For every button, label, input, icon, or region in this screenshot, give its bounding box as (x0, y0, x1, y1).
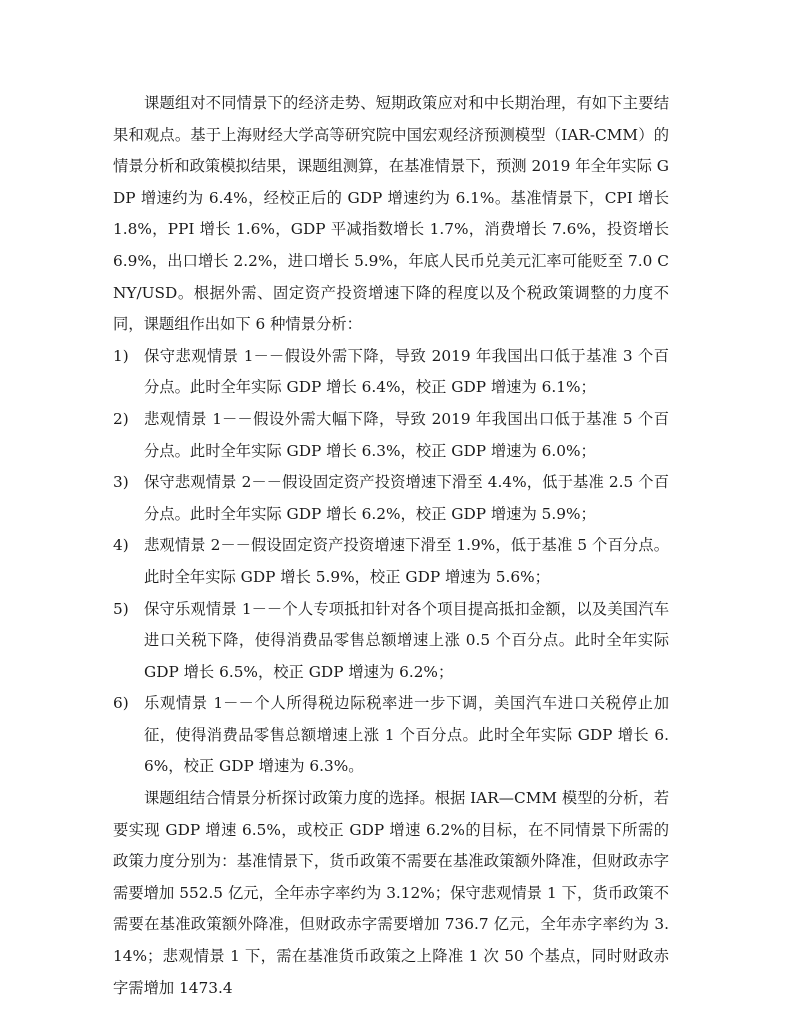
scenario-text: 悲观情景 2－－假设固定资产投资增速下滑至 1.9%，低于基准 5 个百分点。此时全年实际 GDP 增长 5.9%，校正 GDP 增速为 5.6%； (144, 536, 669, 586)
scenario-number: 4) (113, 536, 129, 555)
scenario-item (113, 467, 669, 530)
scenario-text: 保守悲观情景 2－－假设固定资产投资增速下滑至 4.4%，低于基准 2.5 个百分点。此时全年实际 GDP 增长 6.2%，校正 GDP 增速为 5.9%； (144, 473, 669, 523)
scenario-item (113, 341, 669, 404)
body-text (113, 88, 669, 1004)
scenario-item (113, 404, 669, 467)
scenario-number: 2) (113, 409, 129, 428)
scenario-number: 3) (113, 473, 129, 492)
intro-paragraph: 课题组对不同情景下的经济走势、短期政策应对和中长期治理，有如下主要结果和观点。基于上海财经大学高等研究院中国宏观经济预测模型（IAR-CMM）的情景分析和政策模拟结果，课题组测算，在基准情景下，预测 2019 年全年实际 GDP 增速约为 6.4%，经校正后的 GDP 增速约为 6.1%。基准情景下，CPI 增长 1.8%，PPI 增长 1.6%，GDP 平减指数增长 1.7%，消费增长 7.6%，投资增长 6.9%，出口增长 2.2%，进口增长 5.9%，年底人民币兑美元汇率可能贬至 7.0 CNY/USD。根据外需、固定资产投资增速下降的程度以及个税政策调整的力度不同，课题组作出如下 6 种情景分析： (113, 94, 669, 334)
scenario-text: 保守乐观情景 1－－个人专项抵扣针对各个项目提高抵扣金额，以及美国汽车进口关税下降，使得消费品零售总额增速上涨 0.5 个百分点。此时全年实际 GDP 增长 6.5%，校正 GDP 增速为 6.2%； (144, 599, 669, 681)
scenario-list (113, 341, 669, 783)
scenario-text: 保守悲观情景 1－－假设外需下降，导致 2019 年我国出口低于基准 3 个百分点。此时全年实际 GDP 增长 6.4%，校正 GDP 增速为 6.1%； (144, 346, 669, 397)
scenario-number: 1) (113, 346, 129, 365)
scenario-text: 乐观情景 1－－个人所得税边际税率进一步下调，美国汽车进口关税停止加征，使得消费品零售总额增速上涨 1 个百分点。此时全年实际 GDP 增长 6.6%，校正 GDP 增速为 6.3%。 (144, 694, 669, 776)
scenario-item (113, 594, 669, 689)
scenario-text: 悲观情景 1－－假设外需大幅下降，导致 2019 年我国出口低于基准 5 个百分点。此时全年实际 GDP 增长 6.3%，校正 GDP 增速为 6.0%； (144, 409, 669, 460)
policy-paragraph: 课题组结合情景分析探讨政策力度的选择。根据 IAR—CMM 模型的分析，若要实现 GDP 增速 6.5%，或校正 GDP 增速 6.2%的目标，在不同情景下所需的政策力度分别为：基准情景下，货币政策不需要在基准政策额外降准，但财政赤字需要增加 552.5 亿元，全年赤字率约为 3.12%；保守悲观情景 1 下，货币政策不需要在基准政策额外降准，但财政赤字需要增加 736.7 亿元，全年赤字率约为 3.14%；悲观情景 1 下，需在基准货币政策之上降准 1 次 50 个基点，同时财政赤字需增加 1473.4 (113, 789, 669, 997)
scenario-item (113, 688, 669, 783)
scenario-number: 5) (113, 599, 129, 618)
scenario-item (113, 530, 669, 593)
scenario-number: 6) (113, 694, 129, 713)
